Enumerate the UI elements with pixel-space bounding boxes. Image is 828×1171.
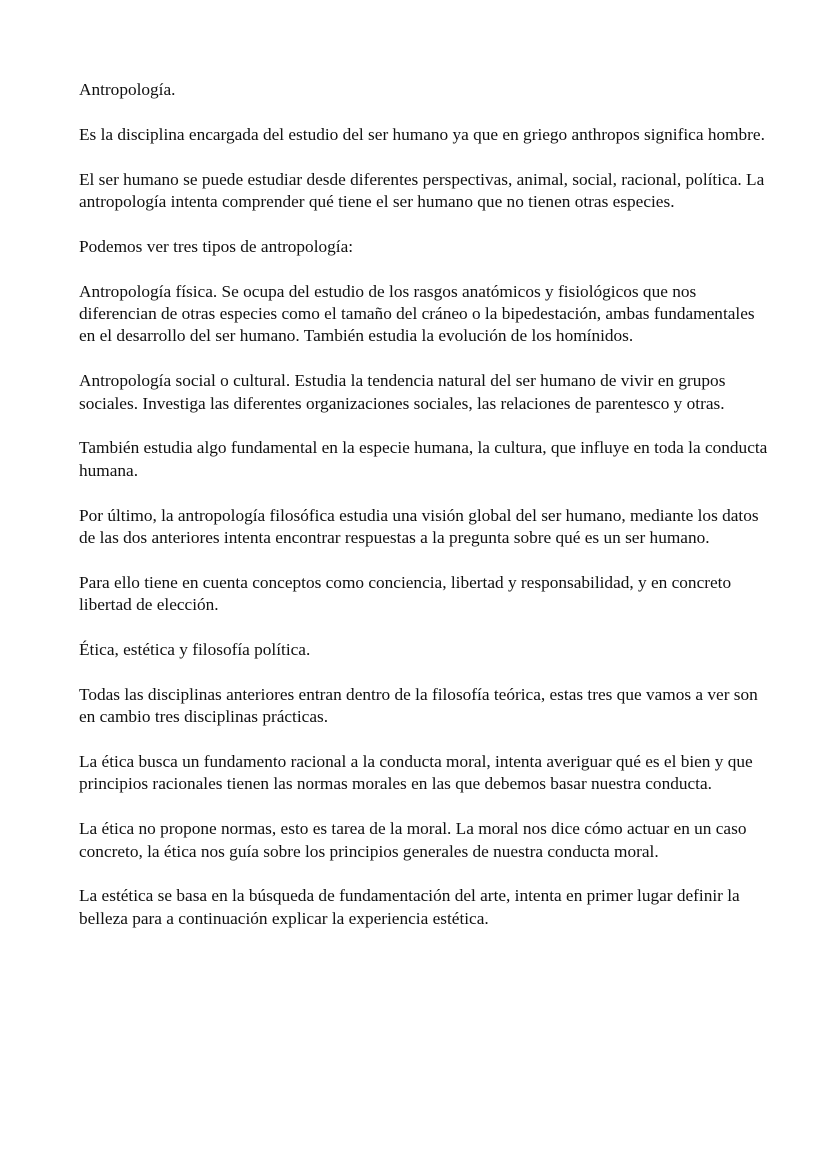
paragraph: Es la disciplina encargada del estudio del ser humano ya que en griego anthropos significa hombre. <box>79 124 765 144</box>
paragraph: También estudia algo fundamental en la especie humana, la cultura, que influye en toda la conducta humana. <box>79 438 768 480</box>
paragraph: Para ello tiene en cuenta conceptos como conciencia, libertad y responsabilidad, y en concreto libertad de elección. <box>79 572 732 615</box>
paragraph: Podemos ver tres tipos de antropología: <box>79 236 354 256</box>
paragraph: La estética se basa en la búsqueda de fundamentación del arte, intenta en primer lugar definir la belleza para a continuación explicar la experiencia estética. <box>79 886 740 928</box>
paragraph: Todas las disciplinas anteriores entran dentro de la filosofía teórica, estas tres que vamos a ver son en cambio tres disciplinas prácticas. <box>79 684 758 727</box>
document-page <box>79 79 769 953</box>
heading-antropologia: Antropología. <box>79 80 176 99</box>
paragraph: El ser humano se puede estudiar desde diferentes perspectivas, animal, social, racional, política. La antropología intenta comprender qué tiene el ser humano que no tienen otras especies. <box>79 169 765 211</box>
paragraph: Por último, la antropología filosófica estudia una visión global del ser humano, mediante los datos de las dos anteriores intenta encontrar respuestas a la pregunta sobre qué es un ser humano. <box>79 505 759 548</box>
paragraph: Antropología social o cultural. Estudia la tendencia natural del ser humano de vivir en grupos sociales. Investiga las diferentes organizaciones sociales, las relaciones de parentesco y otras. <box>79 371 726 413</box>
paragraph: La ética busca un fundamento racional a la conducta moral, intenta averiguar qué es el bien y que principios racionales tienen las normas morales en las que debemos basar nuestra conducta. <box>79 752 753 794</box>
paragraph: La ética no propone normas, esto es tarea de la moral. La moral nos dice cómo actuar en un caso concreto, la ética nos guía sobre los principios generales de nuestra conducta moral. <box>79 819 747 861</box>
paragraph: Antropología física. Se ocupa del estudio de los rasgos anatómicos y fisiológicos que nos diferencian de otras especies como el tamaño del cráneo o la bipedestación, ambas fundamentales en el desarrollo del ser humano. También estudia la evolución de los homínidos. <box>79 281 755 346</box>
heading-etica-estetica: Ética, estética y filosofía política. <box>79 640 311 660</box>
